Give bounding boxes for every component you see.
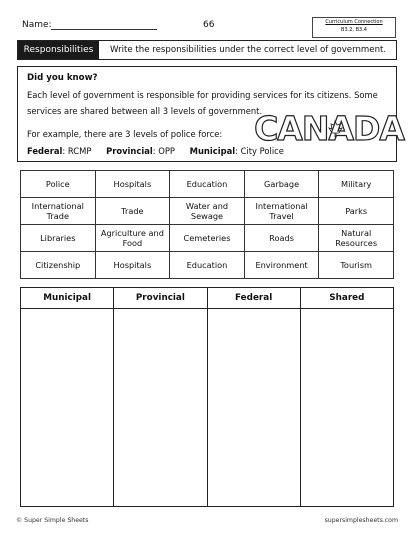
- word-bank-cell: Trade: [95, 198, 170, 225]
- name-label: Name:: [22, 20, 52, 30]
- word-bank-cell: Citizenship: [21, 252, 96, 279]
- word-bank-cell: Police: [21, 171, 96, 198]
- curriculum-box: [312, 17, 396, 38]
- word-bank-cell: Education: [170, 171, 245, 198]
- word-bank-cell: Military: [319, 171, 394, 198]
- answer-area-federal[interactable]: [207, 309, 300, 507]
- sorting-header-row: [21, 288, 394, 309]
- word-bank-cell: Hospitals: [95, 252, 170, 279]
- level-federal-label: Federal: [27, 146, 63, 156]
- answer-area-shared[interactable]: [300, 309, 393, 507]
- word-bank-cell: Education: [170, 252, 245, 279]
- column-federal: Federal: [207, 288, 300, 309]
- answer-area-municipal[interactable]: [21, 309, 114, 507]
- answer-area-provincial[interactable]: [114, 309, 207, 507]
- word-bank-cell: Environment: [244, 252, 319, 279]
- column-provincial: Provincial: [114, 288, 207, 309]
- page-number: 66: [203, 20, 215, 30]
- canada-logo-text: CANADA: [254, 109, 404, 148]
- level-provincial: [106, 146, 175, 156]
- level-municipal-label: Municipal: [189, 146, 236, 156]
- word-bank-cell: Libraries: [21, 225, 96, 252]
- word-bank-cell: International Travel: [244, 198, 319, 225]
- curriculum-code: B3.2, B3.4: [341, 27, 367, 33]
- column-municipal: Municipal: [21, 288, 114, 309]
- curriculum-title: Curriculum Connection: [325, 19, 383, 25]
- word-bank-cell: Tourism: [319, 252, 394, 279]
- level-municipal-value: : City Police: [235, 146, 284, 156]
- footer-copyright: © Super Simple Sheets: [16, 517, 89, 524]
- footer-website: supersimplesheets.com: [324, 517, 398, 524]
- sorting-table: [20, 287, 394, 507]
- name-line[interactable]: [51, 19, 157, 30]
- header-row: [22, 17, 396, 37]
- word-bank-cell: Roads: [244, 225, 319, 252]
- word-bank-grid: [20, 170, 394, 279]
- level-federal-value: : RCMP: [62, 146, 92, 156]
- word-bank-cell: Water and Sewage: [170, 198, 245, 225]
- word-bank-row: [21, 225, 394, 252]
- sorting-answer-row: [21, 309, 394, 507]
- level-provincial-value: : OPP: [152, 146, 175, 156]
- column-shared: Shared: [300, 288, 393, 309]
- instruction-label: Responsibilities: [18, 41, 99, 59]
- word-bank-cell: Parks: [319, 198, 394, 225]
- canada-logo: [254, 107, 404, 149]
- word-bank-row: [21, 171, 394, 198]
- did-you-know-title: Did you know?: [27, 73, 98, 83]
- word-bank-cell: Agriculture and Food: [95, 225, 170, 252]
- level-provincial-label: Provincial: [106, 146, 153, 156]
- did-you-know-paragraph: Each level of government is responsible for providing services for its citizens. Some services are shared between all 3 levels of government.: [27, 90, 378, 116]
- word-bank-cell: Natural Resources: [319, 225, 394, 252]
- word-bank-cell: Hospitals: [95, 171, 170, 198]
- word-bank-row: [21, 252, 394, 279]
- word-bank-cell: Cemeteries: [170, 225, 245, 252]
- instruction-bar: [17, 40, 397, 60]
- level-federal: [27, 146, 91, 156]
- did-you-know-example: For example, there are 3 levels of police force:: [27, 129, 223, 139]
- word-bank-cell: Garbage: [244, 171, 319, 198]
- word-bank-cell: International Trade: [21, 198, 96, 225]
- did-you-know-box: [17, 66, 404, 162]
- instruction-text: Write the responsibilities under the correct level of government.: [110, 45, 387, 55]
- word-bank-row: [21, 198, 394, 225]
